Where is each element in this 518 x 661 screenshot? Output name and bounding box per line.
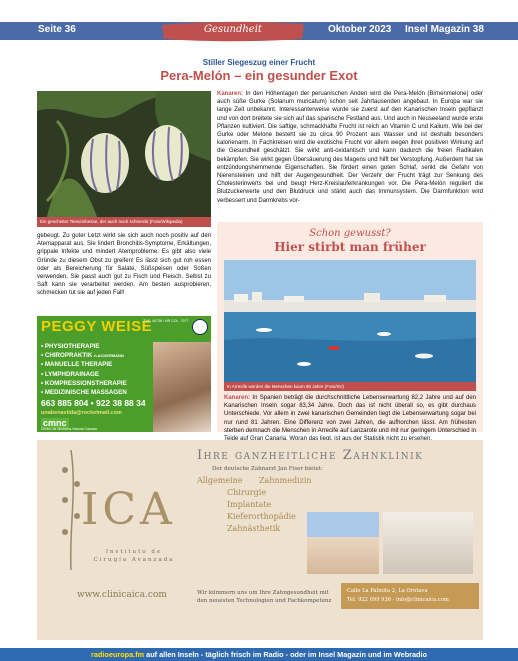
pera-melon-photo (37, 91, 211, 217)
seal-icon (192, 319, 208, 335)
footer-site-link[interactable]: radioeuropa.fm (91, 650, 145, 659)
ica-service: Kieferorthopädie (227, 512, 296, 521)
ad-email[interactable]: unabenaviida@rocketmail.com (41, 410, 122, 416)
footer-slogan: auf allen Inseln - täglich frisch im Radio - oder im Insel Magazin und im Webradio (146, 650, 427, 659)
ica-address: Calle La Palmita 2, La Orotava (347, 588, 428, 594)
cmnc-logo: cmnc (43, 418, 67, 428)
info-box-headline: Hier stirbt man früher (274, 240, 426, 254)
info-box-kicker: Schon gewusst? (309, 228, 391, 239)
service-item: • MANUELLE THERAPIE (41, 361, 113, 369)
ad-phone[interactable]: 663 885 804 • 922 38 88 34 (41, 398, 146, 408)
page-number-left: Seite 36 (38, 24, 76, 35)
service-item: • CHIROPRAKTIK n.ACKERMANN (41, 352, 124, 360)
harbor-image (224, 260, 476, 382)
ica-url[interactable]: www.clinicaica.com (77, 590, 167, 600)
section-tag (158, 19, 308, 43)
ica-service: Zahnästhetik (227, 524, 281, 533)
ica-subtitle: Instituto de Cirugía Avanzada (93, 549, 175, 563)
section-label: Gesundheit (204, 24, 262, 35)
photo-caption: Ein gescheiter Teeseinbesse, der auch noch schmeckt (Foto/Wikipedia) (37, 217, 211, 227)
info-box (217, 222, 483, 432)
clinic-building-photo (307, 512, 379, 574)
ica-logo: ICA (81, 484, 176, 535)
service-item: • PHYSIOTHERAPIE (41, 343, 100, 350)
page-number-right: Insel Magazin 38 (405, 24, 484, 35)
ica-title: Ihre ganzheitliche Zahnklinik (197, 448, 424, 463)
ica-clinic-ad[interactable] (37, 440, 483, 640)
info-box-caption: In Arrecife werden die Menschen kaum 80 Jahre (Foto/SV) (224, 382, 476, 391)
ica-service: Zahnmedizin (259, 476, 312, 485)
ad-name: PEGGY WEISE (41, 318, 153, 335)
info-box-lead-keyword: Kanaren: (224, 395, 251, 401)
service-item: • MEDIZINISCHE MASSAGEN (41, 389, 127, 397)
article-body-left: gebeugt. Zu guter Letzt wirkt sie sich auch noch positiv auf den Atemapparat aus. Sie lindert Bronchitis-Symptome, Erkältungen, grippale Infekte und mindert Atemprobleme. Es gibt also viele Gründe zu diesem Obst zu greifen! Es lässt sich gut roh essen oder als Bereicherung für Salate, Süßspeisen oder Soßen verwenden. Sie passt auch gut zu Fisch und Fleisch. Selbst zu Saft kann sie verarbeitet werden. Am besten ausprobieren, schmecken tut sie auf jeden Fall! (37, 233, 211, 297)
service-item: • LYMPHDRAINAGE (41, 370, 99, 378)
services-list (41, 342, 127, 397)
clinic-interior-photo (383, 512, 473, 574)
article-body-right (217, 90, 483, 205)
issue-date: Oktober 2023 (328, 24, 392, 35)
cmnc-subtitle: Centro de Medicina Natural Canaria (41, 427, 97, 431)
info-box-text: In Spanien beträgt die durchschnittliche Lebenserwartung 82,2 Jahre und auf den Kanarischen Inseln sogar 83,34 Jahre. Doch das ist nicht überall so, es gibt durchaus Unterschiede. Vor allem in zwei kanarischen Gemeinden liegt die Lebenserwartung sogar bei nur rund 81 Jahren. Eine Differenz von zwei Jahren, die aufhorchen lässt. Am frühesten sterben demnach die Menschen in Arrecife auf Lanzarote und mit nur geringem Unterschied in (224, 395, 477, 434)
article-headline: Pera-Melón – ein gesunder Exot (160, 68, 358, 83)
peggy-weise-ad[interactable] (37, 316, 211, 432)
page-footer (0, 648, 518, 661)
ica-service: Allgemeine (197, 476, 243, 485)
info-box-body (224, 394, 476, 443)
massage-photo (153, 342, 211, 432)
ica-contact[interactable]: Tel. 922 099 936 · info@clinicaica.com (347, 597, 449, 603)
ica-service: Implantate (227, 500, 272, 509)
arrecife-photo (224, 260, 476, 382)
article-kicker: Stiller Siegeszug einer Frucht (202, 58, 316, 67)
service-item: • KOMPRESSIONSTHERAPIE (41, 379, 127, 387)
ad-registration: ZVK: 44738 / NR COL. 7977 (143, 319, 189, 323)
article-body-text: In den Höhenlagen der peruanischen Anden wird die Pera-Melón (Birnenmelone) oder auch süße Gurke (Solanum muricatum) schon seit Jahrtausenden angebaut. In Europa war sie lange Zeit unbekannt. Interessanterweise wurde sie zuerst auf den Kanarischen Inseln gepflanzt und von dort breitete sie sich auf das spanische Festland aus. Und auch in Neuseeland wurde erste Pflanzen kultiviert. Die saftige, schmackhafte Frucht ist reich an Vitamin C und Kalium. Wie bei der Gurke oder Melone besteht sie zu circa 90 Prozent aus Wasser und ist deshalb besonders kalorienarm. In Fachkreisen wird die exotische Frucht vor allem wegen ihrer positiven Wirkung auf die Gesundheit geschätzt. Sie wirkt anti-oxidantisch und kann dadurch die freien Radikalen bekämpfen. Sie wirkt gegen Übersäuerung des Magens und hilft bei Verstopfung. Außerdem hat sie entzündungshemmende Eigenschaften. Sie fördert einen guten Schlaf, senkt die Gefahr von Nierensteinen und hilft der Augengesundheit. Der Verzehr der Frucht trägt zur Senkung des Cholesterinwerts bei und beugt Herz-Kreislauferkrankungen vor. Die Pera-Melón reguliert die Blutzuckerwerte und den Blutdruck und stärkt auch das Immunsystem. Die Darmfunktion wird verbessert und Darmkrebs vor- (217, 91, 483, 204)
melon-plant-image (37, 91, 211, 217)
article-lead-keyword: Kanaren: (217, 91, 244, 97)
ica-lead: Der deutsche Zahnarzt Jan Fiser bietet: (212, 466, 323, 472)
footer-text (0, 650, 518, 659)
ica-service: Chirurgie (227, 488, 267, 497)
ica-footer-text: Wir kümmern uns um Ihre Zahngesundheit mit den neuesten Technologien und Fachkompetenz (197, 590, 332, 604)
ica-address-box (341, 583, 479, 609)
